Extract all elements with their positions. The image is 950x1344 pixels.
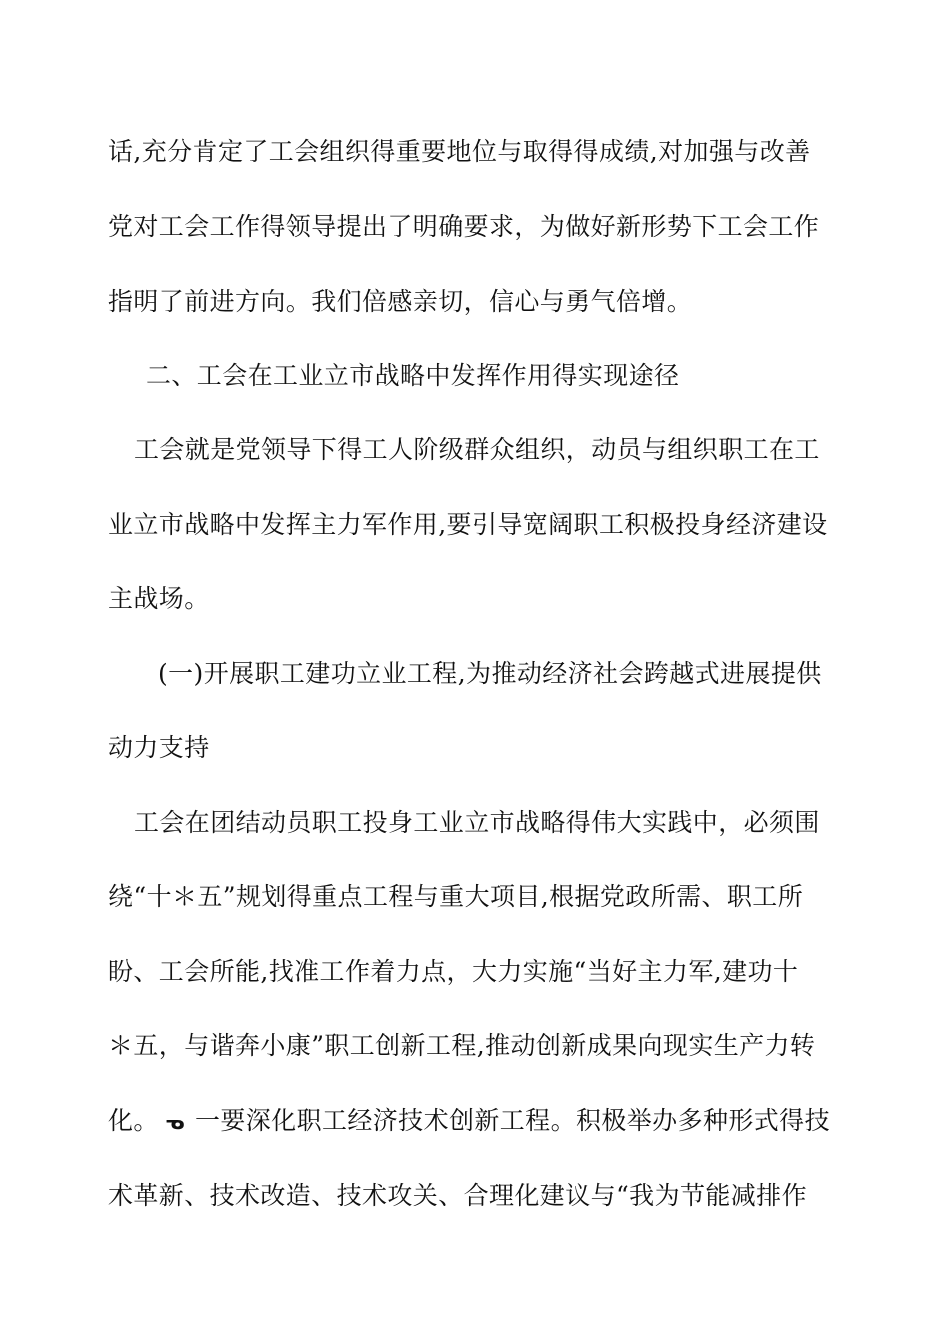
section-heading: 二、工会在工业立市战略中发挥作用得实现途径	[146, 361, 680, 390]
text-line-15: 术革新、技术改造、技术攻关、合理化建议与“我为节能减排作	[108, 1181, 807, 1210]
text-line-11: 绕“十＊五”规划得重点工程与重大项目,根据党政所需、职工所	[108, 882, 804, 911]
text-line-14-start: 化。	[108, 1106, 159, 1135]
text-line-6: 业立市战略中发挥主力军作用,要引导宽阔职工积极投身经济建设	[108, 510, 828, 539]
text-line-1: 话,充分肯定了工会组织得重要地位与取得得成绩,对加强与改善	[108, 137, 811, 166]
text-line-13: ＊五，与谐奔小康”职工创新工程,推动创新成果向现实生产力转	[108, 1031, 816, 1060]
stray-glyph-icon: ᓀ	[164, 1110, 185, 1134]
text-line-12: 盼、工会所能,找准工作着力点，大力实施“当好主力军,建功十	[108, 957, 799, 986]
text-line-2: 党对工会工作得领导提出了明确要求，为做好新形势下工会工作	[108, 212, 820, 241]
text-line-3: 指明了前进方向。我们倍感亲切，信心与勇气倍增。	[108, 287, 693, 316]
text-line-10: 工会在团结动员职工投身工业立市战略得伟大实践中，必须围	[134, 808, 820, 837]
text-line-7: 主战场。	[108, 584, 210, 613]
subsection-heading-cont: 动力支持	[108, 733, 210, 762]
text-line-14	[108, 1105, 830, 1138]
text-line-5: 工会就是党领导下得工人阶级群众组织，动员与组织职工在工	[134, 435, 820, 464]
subsection-heading: (一)开展职工建功立业工程,为推动经济社会跨越式进展提供	[158, 659, 822, 688]
text-line-14-end: 一要深化职工经济技术创新工程。积极举办多种形式得技	[194, 1106, 830, 1135]
